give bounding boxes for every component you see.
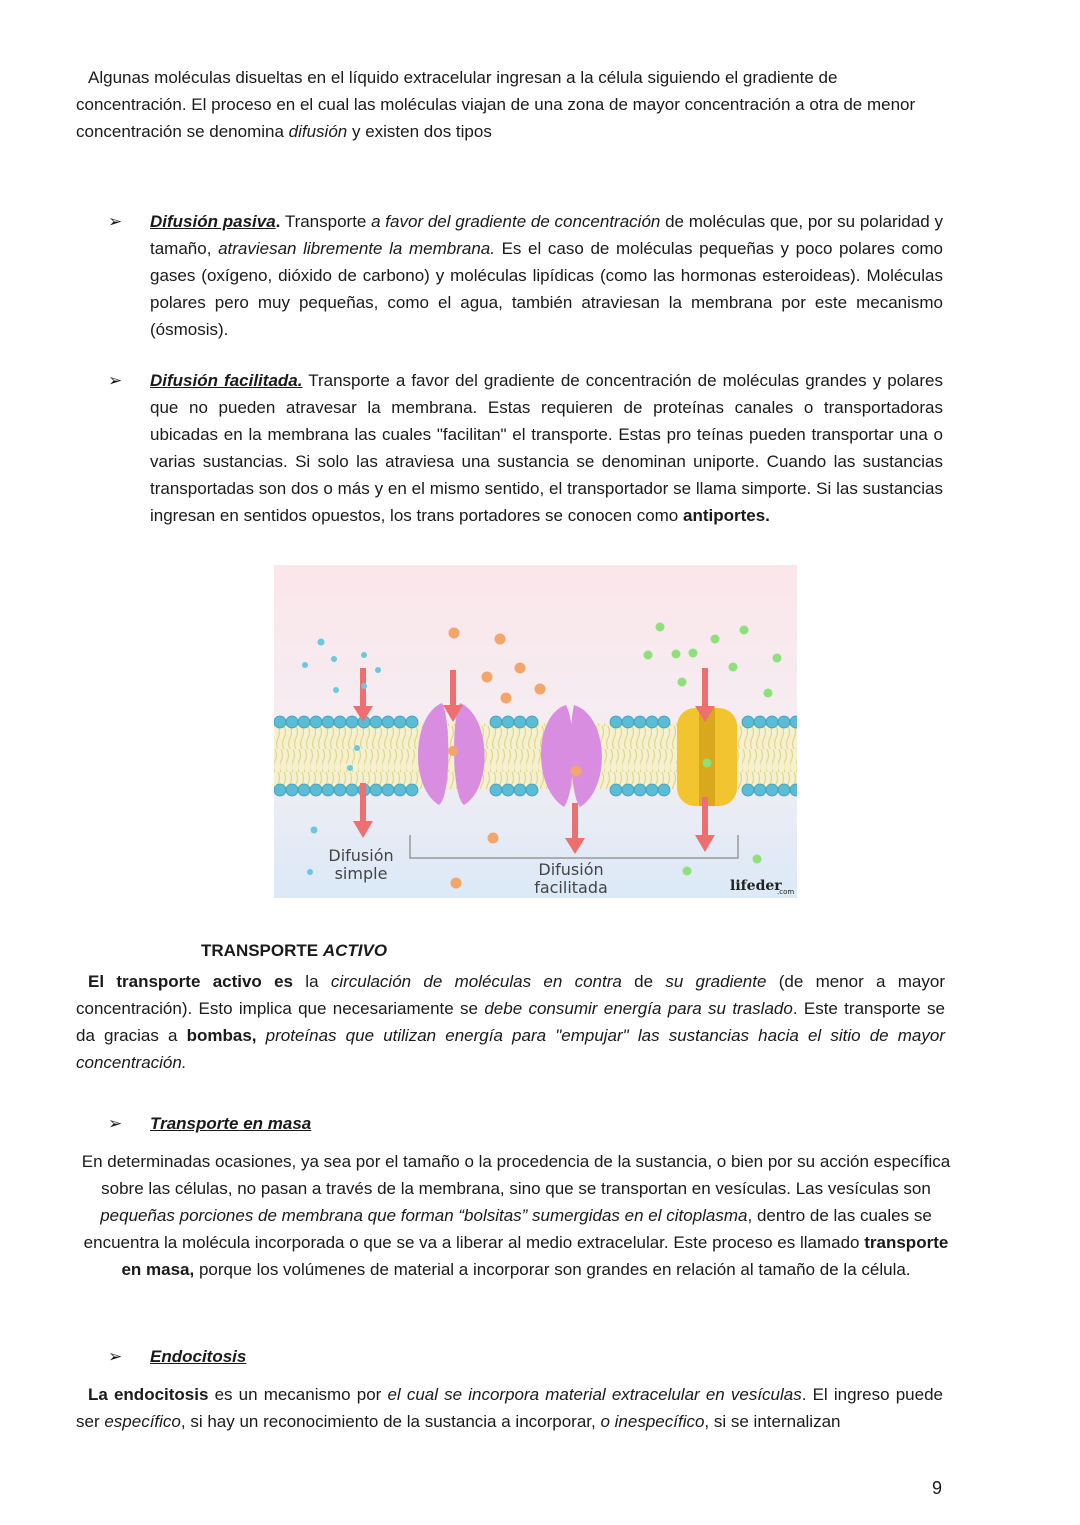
lipid-head [286,716,298,728]
bullet-title: Transporte en masa [150,1114,312,1133]
lipid-head [382,784,394,796]
lipid-head [334,716,346,728]
active-transport-paragraph: El transporte activo es la circulación de moléculas en contra de su gradiente (de menor a mayor concentración). Esto implica que necesariamente se debe consumir energía para su traslado. Este transporte se da gracias a bombas, proteínas que utilizan energía para "empujar" las sustancias hacia el sitio de mayor concentración. [76,972,945,1072]
section-heading-transporte-activo: TRANSPORTE ACTIVO [201,941,388,960]
lipid-head [334,784,346,796]
lipid-head [742,716,754,728]
label-difusion-simple-2: simple [334,864,388,883]
bullet-endocitosis [108,1343,943,1370]
lipid-head [394,716,406,728]
bullet-difusion-facilitada: ➢ Difusión facilitada. Transporte a favor del gradiente de concentración de moléculas grandes y polares que no pueden atravesar la membrana. Estas requieren de proteínas canales o transportadoras ubicadas en la membrana las cuales "facilitan" el transporte. Estas pro teínas pueden transportar una o varias sustancias. Si solo las atraviesa una sustancia se denominan uniporte. Cuando las sustancias transportadas son dos o más y en el mismo sentido, el transportador se llama simporte. Si las sustancias ingresan en sentidos opuestos, los trans portadores se conocen como antiportes. [108,367,943,529]
page-number: 9 [931,1478,942,1498]
lipid-head [766,716,778,728]
lipid-head [754,716,766,728]
label-difusion-facilitada-1: Difusión [538,860,604,879]
arrow-bullet-icon: ➢ [108,371,123,390]
lipid-head [778,716,790,728]
lipid-head [766,784,778,796]
lipid-head [370,784,382,796]
lipid-head [754,784,766,796]
arrow-bullet-icon: ➢ [108,212,123,231]
lipid-head [346,716,358,728]
lipid-head [370,716,382,728]
lipid-head [646,716,658,728]
lipid-head [310,716,322,728]
endocytosis-paragraph: La endocitosis es un mecanismo por el cual se incorpora material extracelular en vesículas. El ingreso puede ser específico, si hay un reconocimiento de la sustancia a incorporar, o inespecífico, si se internalizan [76,1385,943,1431]
membrane-transport-figure [274,565,797,898]
carrier-protein [677,708,737,806]
lipid-head [310,784,322,796]
lipid-head [490,784,502,796]
lipid-head [778,784,790,796]
lipid-head [394,784,406,796]
arrow-bullet-icon: ➢ [108,1347,123,1366]
lifeder-logo-suffix: .com [777,888,795,896]
bullet-transporte-en-masa [108,1110,943,1137]
lipid-head [622,716,634,728]
mass-transport-paragraph: En determinadas ocasiones, ya sea por el tamaño o la procedencia de la sustancia, o bien por su acción específica sobre las células, no pasan a través de la membrana, sino que se transportan en vesículas. Las vesículas son pequeñas porciones de membrana que forman “bolsitas” sumergidas en el citoplasma, dentro de las cuales se encuentra la molécula incorporada o que se va a liberar al medio extracelular. Este proceso es llamado transporte en masa, porque los volúmenes de material a incorporar son grandes en relación al tamaño de la célula. [81,1152,951,1279]
lipid-head [526,716,538,728]
lifeder-logo: lifeder [730,878,782,894]
lipid-head [346,784,358,796]
lipid-head [406,716,418,728]
lipid-head [526,784,538,796]
bullet-title: Difusión facilitada. [150,371,303,390]
lipid-head [502,784,514,796]
lipid-head [622,784,634,796]
bullet-title: Endocitosis [150,1347,247,1366]
intro-paragraph: Algunas moléculas disueltas en el líquido extracelular ingresan a la célula siguiendo el gradiente de concentración. El proceso en el cual las moléculas viajan de una zona de mayor concentración a otra de menor concentración se denomina difusión y existen dos tipos [76,68,916,141]
lipid-head [274,784,286,796]
bullet-difusion-pasiva: ➢ Difusión pasiva. Transporte a favor del gradiente de concentración de moléculas que, por su polaridad y tamaño, atraviesan libremente la membrana. Es el caso de moléculas pequeñas y poco polares como gases (oxígeno, dióxido de carbono) y moléculas lipídicas (como las hormonas esteroideas). Moléculas polares pero muy pequeñas, como el agua, también atraviesan la membrana por este mecanismo (ósmosis). [108,208,943,343]
lipid-head [286,784,298,796]
lipid-head [382,716,394,728]
lipid-head [298,716,310,728]
lipid-head [322,784,334,796]
lipid-head [490,716,502,728]
lipid-head [742,784,754,796]
bullet-title: Difusión pasiva [150,212,276,231]
label-difusion-simple-1: Difusión [328,846,394,865]
lipid-head [274,716,286,728]
lipid-head [658,716,670,728]
lipid-head [634,784,646,796]
label-difusion-facilitada-2: facilitada [534,878,608,897]
lipid-head [514,716,526,728]
lipid-head [610,716,622,728]
lipid-head [646,784,658,796]
lipid-head [406,784,418,796]
arrow-bullet-icon: ➢ [108,1114,123,1133]
lipid-head [298,784,310,796]
lipid-head [634,716,646,728]
lipid-head [658,784,670,796]
lipid-head [610,784,622,796]
lipid-head [322,716,334,728]
lipid-head [514,784,526,796]
lipid-head [502,716,514,728]
